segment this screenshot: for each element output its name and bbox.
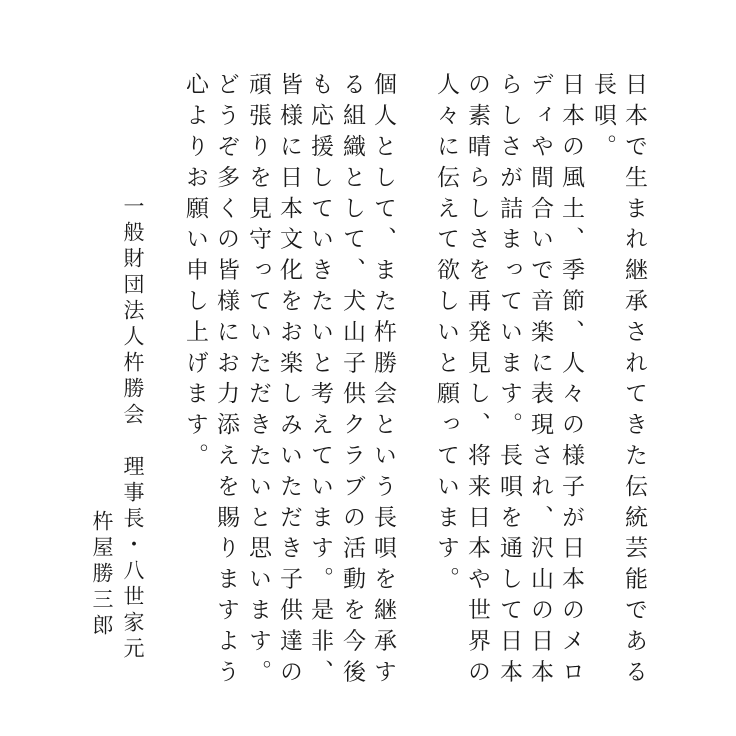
message-column-1: 日本で生まれ継承されてきた伝統芸能である [621,72,647,690]
message-column-5: らしさが詰まっています。長唄を通して日本 [496,72,522,690]
message-column-2: 長唄。 [590,72,616,165]
message-column-6: の素晴らしさを再発見し、将来日本や世界の [464,72,490,690]
message-column-3: 日本の風土、季節、人々の様子が日本のメロ [558,72,584,690]
message-column-7: 人々に伝えて欲しいと願っています。 [433,72,459,598]
message-column-9: る組織として、犬山子供クラブの活動を今後 [339,72,365,690]
message-column-8: 個人として、また杵勝会という長唄を継承す [370,72,396,690]
signature-name: 杵屋勝三郎 [90,510,114,640]
message-column-11: 皆様に日本文化をお楽しみいただき子供達の [276,72,302,690]
signature-title: 一般財団法人杵勝会 理事長・八世家元 [121,195,145,663]
message-column-10: も応援していきたいと考えています。是非、 [307,72,333,690]
message-column-4: ディや間合いで音楽に表現され、沢山の日本 [527,72,553,690]
message-column-13: どうぞ多くの皆様にお力添えを賜りますよう [213,72,239,690]
message-column-12: 頑張りを見守っていただきたいと思います。 [245,72,271,690]
message-column-14: 心よりお願い申し上げます。 [182,72,208,474]
